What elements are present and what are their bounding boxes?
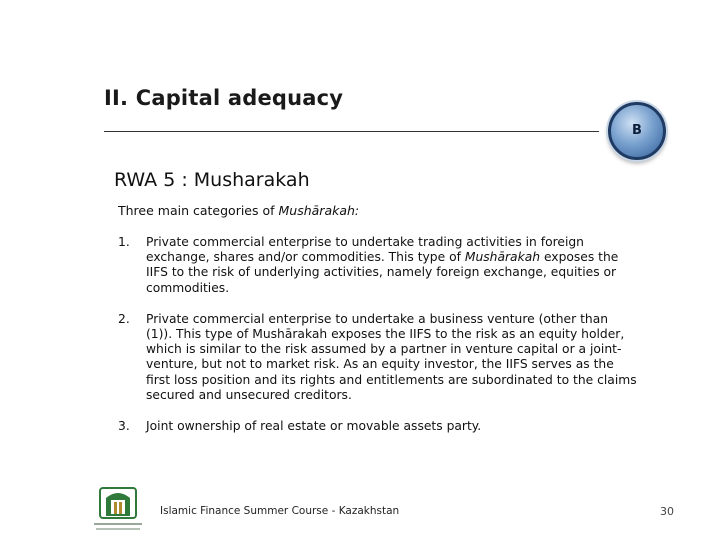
- page-number: 30: [660, 505, 674, 518]
- list-item-text: Joint ownership of real estate or movable assets party.: [146, 419, 482, 434]
- list-item-number: 2.: [118, 311, 130, 326]
- logo-pillar-left: [114, 502, 117, 514]
- section-subtitle: RWA 5 : Musharakah: [114, 169, 310, 191]
- intro-lead: Three main categories of: [118, 203, 279, 218]
- list-item-text-part: exposes the IIFS to the risk of underlying activities, namely foreign exchange, equities or commodities.: [146, 250, 619, 295]
- footer-text: Islamic Finance Summer Course - Kazakhstan: [160, 505, 400, 517]
- section-badge-label: B: [632, 123, 642, 138]
- intro-text: [118, 203, 359, 218]
- logo-pillar-right: [119, 502, 122, 514]
- list-item-text: Private commercial enterprise to undertake a business venture (other than (1)). This type of Mushārakah exposes the IIFS to the risk as an equity holder, which is similar to the risk assumed by a partner in venture capital or a joint-venture, but not to market risk. As an equity investor, the IIFS serves as the first loss position and its rights and entitlements are subordinated to the claims secured and unsecured creditors.: [146, 311, 637, 402]
- list-item: [118, 235, 638, 296]
- slide-title: II. Capital adequacy: [104, 86, 344, 110]
- section-badge: [608, 102, 666, 160]
- title-divider: [104, 131, 599, 132]
- list-item: [118, 312, 638, 403]
- logo-caption-line: [96, 528, 140, 530]
- logo-window: [111, 500, 125, 514]
- list-item-number: 1.: [118, 235, 130, 249]
- institution-logo: [90, 486, 146, 534]
- list-item-text: [146, 235, 638, 296]
- list-item: [118, 419, 638, 434]
- list-item-term: Mushārakah: [464, 250, 541, 265]
- logo-caption-line: [94, 523, 142, 525]
- list-item-text-part: Private commercial enterprise to undertake trading activities in foreign exchange, shares and/or commodities. This type of: [146, 235, 584, 265]
- intro-term: Mushārakah:: [278, 203, 360, 218]
- category-list: [118, 235, 638, 450]
- list-item-number: 3.: [118, 419, 130, 434]
